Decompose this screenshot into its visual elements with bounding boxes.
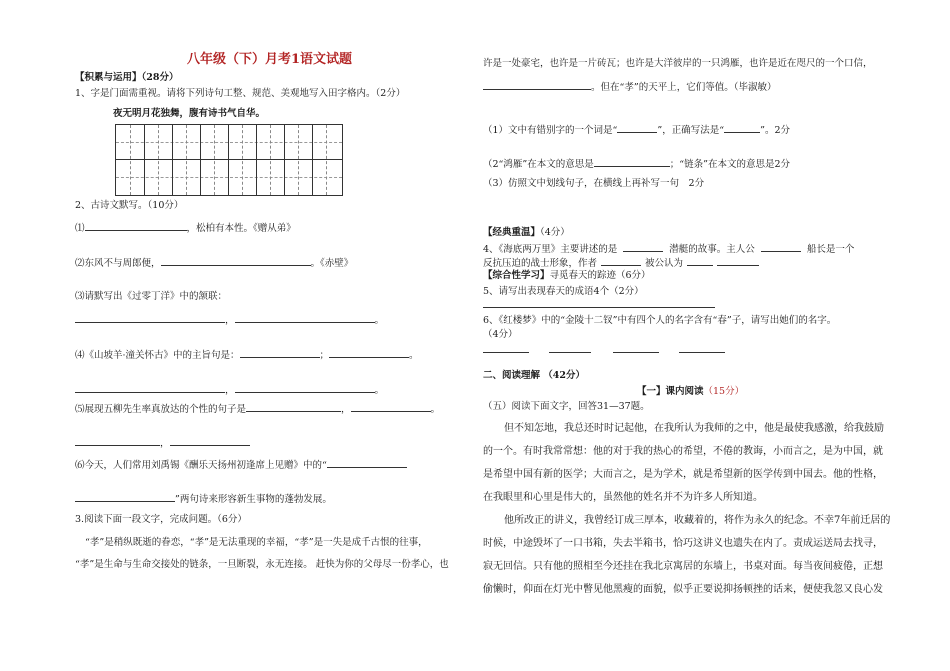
article-line: 时候，中途毁坏了一口书箱，失去半箱书，恰巧这讲义也遗失在内了。责成运送局去找寻， <box>483 538 883 549</box>
answer-line[interactable] <box>483 306 715 308</box>
question-1: 1、字是门面需重视。请将下列诗句工整、规范、美观地写入田字格内。（2分） <box>75 88 406 99</box>
section-comprehensive: 【综合性学习】寻觅春天的踪迹（6分） <box>483 270 651 281</box>
question-6: 6、《红楼梦》中的“金陵十二钗”中有四个人的名字含有“春”子，请写出她们的名字。 <box>483 315 837 326</box>
answer-blank[interactable] <box>85 221 187 231</box>
answer-blank[interactable] <box>235 383 375 393</box>
answer-line[interactable] <box>679 351 725 353</box>
question-5: 5、请写出表现春天的成语4个（2分） <box>483 286 644 297</box>
answer-blank[interactable] <box>75 383 225 393</box>
question-4: 4、《海底两万里》主要讲述的是 潜艇的故事。主人公 船长是一个 <box>483 244 855 255</box>
article-line: 寂无回信。只有他的照相至今还挂在我北京寓居的东墙上，书桌对面。每当夜间疲倦，正想 <box>483 561 883 572</box>
answer-blank[interactable] <box>483 80 591 90</box>
reading-instruction: （五）阅读下面文字，回答31—37题。 <box>483 401 650 412</box>
question-3-2: （2“鸿雁”在本文的意思是 ；“链条”在本文的意思是2分 <box>483 159 791 170</box>
answer-blank[interactable] <box>327 458 407 468</box>
section-classic: 【经典重温】（4分） <box>483 227 570 238</box>
answer-blank[interactable] <box>351 402 431 412</box>
question-2-4-answer: ， 。 <box>75 383 384 397</box>
passage-line: 许是一处豪宅，也许是一片砖瓦；也许是大洋彼岸的一只鸿雁，也许是近在咫尺的一个口信， <box>483 58 873 69</box>
page-title: 八年级（下）月考1语文试题 <box>187 52 353 67</box>
question-4-cont: 反抗压迫的战士形象，作者 被公认为 <box>483 256 759 270</box>
answer-blank[interactable] <box>594 157 670 167</box>
answer-blank[interactable] <box>75 313 225 323</box>
question-2-5-answer: ， <box>75 436 250 450</box>
article-line: 在我眼里和心里是伟大的，虽然他的姓名并不为许多人所知道。 <box>483 492 763 503</box>
answer-blank[interactable] <box>761 242 801 252</box>
tian-zi-grid[interactable] <box>115 124 343 196</box>
answer-blank[interactable] <box>724 123 760 133</box>
section-heading-accumulation: 【积累与运用】（28分） <box>75 72 179 83</box>
answer-blank[interactable] <box>161 256 311 266</box>
article-line: 是希望中国有新的医学；大而言之，是为学术，就是希望新的医学传到中国去。他的性格， <box>483 469 883 480</box>
question-2-5: ⑸展现五柳先生率真放达的个性的句子是 ， 。 <box>75 404 441 415</box>
question-2-6: ⑹今天，人们常用刘禹锡《酬乐天扬州初逢席上见赠》中的“ <box>75 458 407 472</box>
answer-blank[interactable] <box>617 123 657 133</box>
passage-line: 。但在“孝”的天平上，它们等值。（毕淑敏） <box>483 80 776 94</box>
article-line: 但不知怎地，我总还时时记起他，在我所认为我师的之中，他是最使我感激，给我鼓励 <box>504 423 884 434</box>
answer-blank[interactable] <box>329 348 409 358</box>
question-2-3: ⑶请默写出《过零丁洋》中的颔联： <box>75 291 228 302</box>
answer-blank[interactable] <box>75 436 160 446</box>
passage-line: “孝”是生命与生命交接处的链条，一旦断裂，永无连接。 赶快为你的父母尽一份孝心，也 <box>75 559 449 570</box>
article-line: 偷懒时，仰面在灯光中瞥见他黑瘦的面貌，似乎正要说抑扬顿挫的话来，便使我忽又良心发 <box>483 584 883 595</box>
answer-line[interactable] <box>549 351 591 353</box>
question-2-3-answer: ， 。 <box>75 313 384 327</box>
answer-blank[interactable] <box>235 313 375 323</box>
question-6-score: （4分） <box>483 329 518 340</box>
answer-blank[interactable] <box>75 492 175 502</box>
answer-blank[interactable] <box>601 256 641 266</box>
question-2: 2、古诗文默写。（10分） <box>75 200 184 211</box>
answer-blank[interactable] <box>246 402 341 412</box>
answer-line[interactable] <box>613 351 659 353</box>
article-line: 他所改正的讲义，我曾经订成三厚本，收藏着的，将作为永久的纪念。不幸7年前迁居的 <box>504 515 891 526</box>
answer-blank[interactable] <box>623 242 663 252</box>
answer-blank[interactable] <box>240 348 320 358</box>
passage-line: “孝”是稍纵既逝的眷恋，“孝”是无法重现的幸福，“孝”是一失是成千古恨的往事， <box>85 537 428 548</box>
question-2-4: ⑷《山坡羊·潼关怀古》中的主旨句是： ； 。 <box>75 350 419 361</box>
question-3-1: （1）文中有错别字的一个词是“ ”，正确写法是“ ”。2分 <box>483 125 791 136</box>
answer-blank[interactable] <box>687 256 713 266</box>
question-3: 3.阅读下面一段文字，完成问题。（6分） <box>75 514 247 525</box>
question-2-6-cont: ”两句诗来形容新生事物的蓬勃发展。 <box>75 492 332 506</box>
answer-line[interactable] <box>483 351 529 353</box>
article-line: 的一个。有时我常常想：他的对于我的热心的希望，不倦的教诲，小而言之，是为中国，就 <box>483 446 883 457</box>
answer-blank[interactable] <box>170 436 250 446</box>
section-reading: 二、阅读理解 （42分） <box>483 370 586 381</box>
question-2-2: ⑵东风不与周郎便， 。《赤壁》 <box>75 258 354 269</box>
subsection-in-class: 【一】课内阅读（15分） <box>637 386 745 397</box>
question-2-1: ⑴ ，松柏有本性。《赠从弟》 <box>75 223 296 234</box>
question-3-3: （3）仿照文中划线句子，在横线上再补写一句 2分 <box>483 178 705 189</box>
answer-blank[interactable] <box>717 256 759 266</box>
question-1-poem: 夜无明月花独舞，腹有诗书气自华。 <box>113 108 266 119</box>
